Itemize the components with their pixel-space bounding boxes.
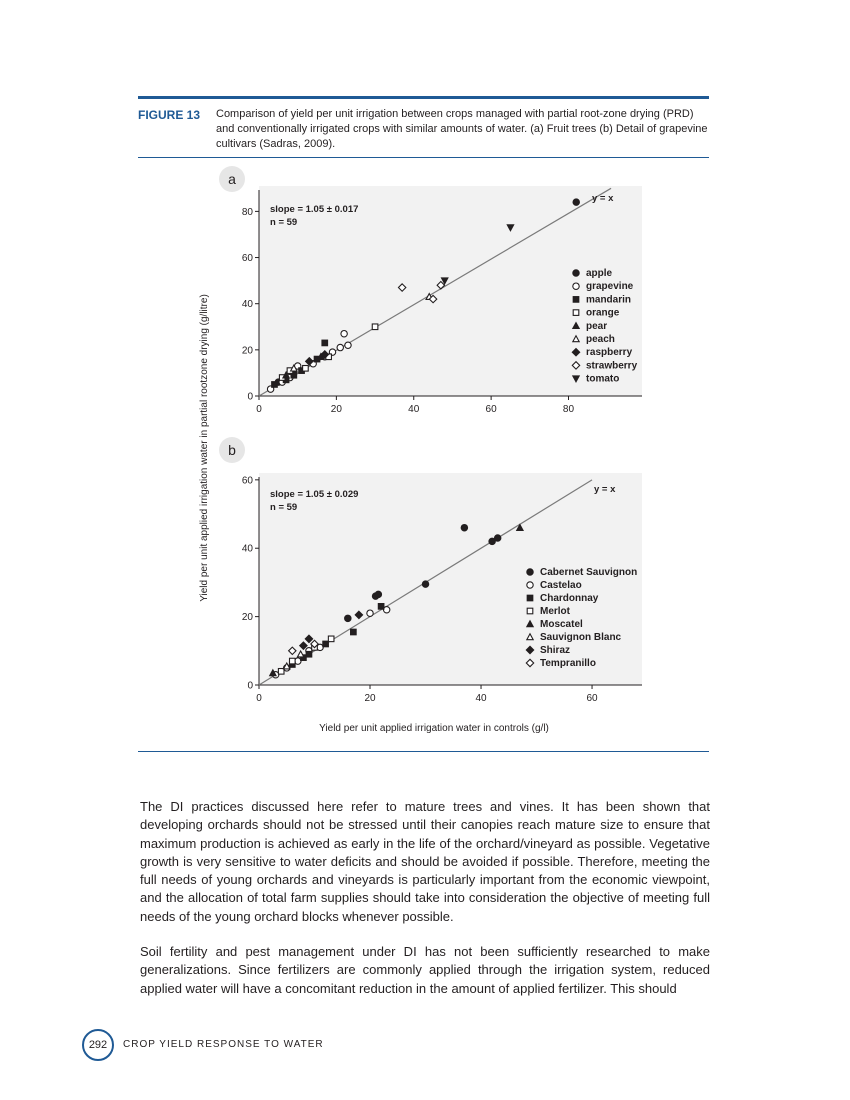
- panel-b-legend-label: Shiraz: [540, 645, 571, 656]
- panel-a-n-annotation: n = 59: [270, 217, 298, 228]
- panel-a-x-tick-label: 20: [330, 404, 342, 415]
- panel-b-legend-label: Moscatel: [540, 619, 583, 630]
- page-number: 292: [82, 1029, 114, 1061]
- panel-a-legend-label: peach: [586, 334, 615, 345]
- panel-a-legend-label: mandarin: [586, 294, 632, 306]
- panel-a-point: [372, 324, 378, 330]
- panel-b-point: [323, 641, 329, 647]
- panel-b-legend-marker: [527, 582, 533, 588]
- panel-a-x-tick-label: 60: [485, 404, 497, 415]
- panel-b-point: [378, 604, 384, 610]
- panel-b-badge-label: b: [228, 442, 236, 458]
- panel-b-point: [375, 591, 381, 597]
- panel-a-legend-label: orange: [586, 307, 620, 319]
- panel-a-badge-label: a: [228, 171, 236, 187]
- panel-b-legend-marker: [527, 595, 533, 601]
- panel-a-slope-annotation: slope = 1.05 ± 0.017: [270, 204, 359, 215]
- panel-b-y-tick-label: 20: [241, 612, 253, 624]
- panel-a-y-tick-label: 20: [241, 345, 253, 357]
- panel-b-x-tick-label: 40: [475, 693, 487, 704]
- panel-b-point: [328, 636, 334, 642]
- panel-a-point: [272, 382, 278, 388]
- panel-a-legend-label: grapevine: [586, 281, 634, 293]
- panel-a-legend-marker: [573, 297, 579, 303]
- figure-caption: Comparison of yield per unit irrigation between crops managed with partial root-zone drying (PRD) and conventionally irrigated crops with similar amounts of water. (a) Fruit trees (b) Detail of grapevine cultivars (Sadras, 2009).: [216, 108, 708, 150]
- panel-b-x-tick-label: 0: [256, 693, 262, 704]
- panel-a-point: [345, 342, 351, 348]
- panel-b-x-tick-label: 20: [364, 693, 376, 704]
- panel-b-point: [489, 538, 495, 544]
- panel-a-point: [337, 344, 343, 350]
- panel-a-y-tick-label: 40: [241, 299, 253, 311]
- panel-b-point: [351, 629, 357, 635]
- panel-b-point: [367, 610, 373, 616]
- panel-a-legend-label: apple: [586, 268, 613, 279]
- panel-b-legend-label: Castelao: [540, 580, 582, 591]
- panel-b-legend-marker: [527, 608, 533, 614]
- panel-b-y-tick-label: 0: [247, 680, 253, 692]
- panel-b-y-tick-label: 60: [241, 475, 253, 487]
- panel-b-legend-label: Tempranillo: [540, 658, 596, 669]
- panel-a-y-tick-label: 60: [241, 253, 253, 265]
- panel-b-legend-label: Cabernet Sauvignon: [540, 567, 638, 578]
- figure-bottom-rule: [138, 751, 709, 752]
- panel-b-point: [345, 615, 351, 621]
- panel-a-x-tick-label: 80: [562, 404, 575, 415]
- figure-label: FIGURE 13: [138, 108, 201, 122]
- panel-a-y-tick-label: 0: [247, 391, 253, 403]
- panel-a-legend-label: raspberry: [586, 347, 633, 359]
- panel-b-legend-label: Sauvignon Blanc: [540, 632, 622, 643]
- panel-b-legend-label: Merlot: [540, 606, 570, 617]
- panel-b-legend-label: Chardonnay: [540, 593, 599, 604]
- panel-b-x-tick-label: 60: [586, 693, 598, 704]
- panel-b-point: [306, 651, 312, 657]
- x-axis-title: Yield per unit applied irrigation water in controls (g/l): [319, 723, 549, 734]
- panel-b-n-annotation: n = 59: [270, 502, 298, 513]
- panel-a-legend-label: pear: [586, 320, 608, 332]
- panel-a-legend-marker: [573, 310, 579, 316]
- panel-b-point: [422, 581, 428, 587]
- panel-a-point: [573, 199, 579, 205]
- panel-b-line-label: y = x: [594, 484, 616, 495]
- body-paragraph-1: The DI practices discussed here refer to mature trees and vines. It has been shown that developing orchards should not be stressed until their canopies reach mature size to ensure that maximum production is achieved as early in the life of the orchard/vineyard as possible. Vegetative growth is very sensitive to water deficits and should be avoided if possible. Therefore, meeting the full needs of young orchards and vineyards is particularly important from the economic viewpoint, and the allocation of total farm supplies should take into consideration the objective of meeting full needs of the young orchard blocks whenever possible.: [140, 799, 710, 924]
- panel-a-legend-label: strawberry: [586, 360, 638, 372]
- panel-a-legend-marker: [573, 283, 579, 289]
- panel-a-point: [322, 340, 328, 346]
- panel-a-legend-label: tomato: [586, 373, 620, 385]
- panel-a-legend-marker: [573, 270, 579, 276]
- panel-a-x-tick-label: 0: [256, 404, 262, 415]
- panel-b-plot-area: [259, 473, 642, 685]
- panel-a-point: [341, 330, 347, 336]
- panel-a-point: [303, 366, 309, 372]
- y-axis-title: Yield per unit applied irrigation water in partial rootzone drying (g/litre): [199, 294, 210, 602]
- panel-b-y-tick-label: 40: [241, 543, 253, 555]
- running-title: CROP YIELD RESPONSE TO WATER: [123, 1039, 324, 1050]
- panel-b-slope-annotation: slope = 1.05 ± 0.029: [270, 489, 359, 500]
- panel-a-x-tick-label: 40: [408, 404, 420, 415]
- panel-a-line-label: y = x: [592, 193, 614, 204]
- panel-a-y-tick-label: 80: [241, 206, 253, 218]
- panel-b-legend-marker: [527, 569, 533, 575]
- panel-b-point: [290, 658, 296, 664]
- body-paragraph-2: Soil fertility and pest management under DI has not been sufficiently researched to make generalizations. Since fertilizers are commonly applied through the irrigation system, reduced applied water will have a concomitant reduction in the amount of applied fertilizer. This should: [140, 944, 710, 996]
- panel-b-point: [461, 525, 467, 531]
